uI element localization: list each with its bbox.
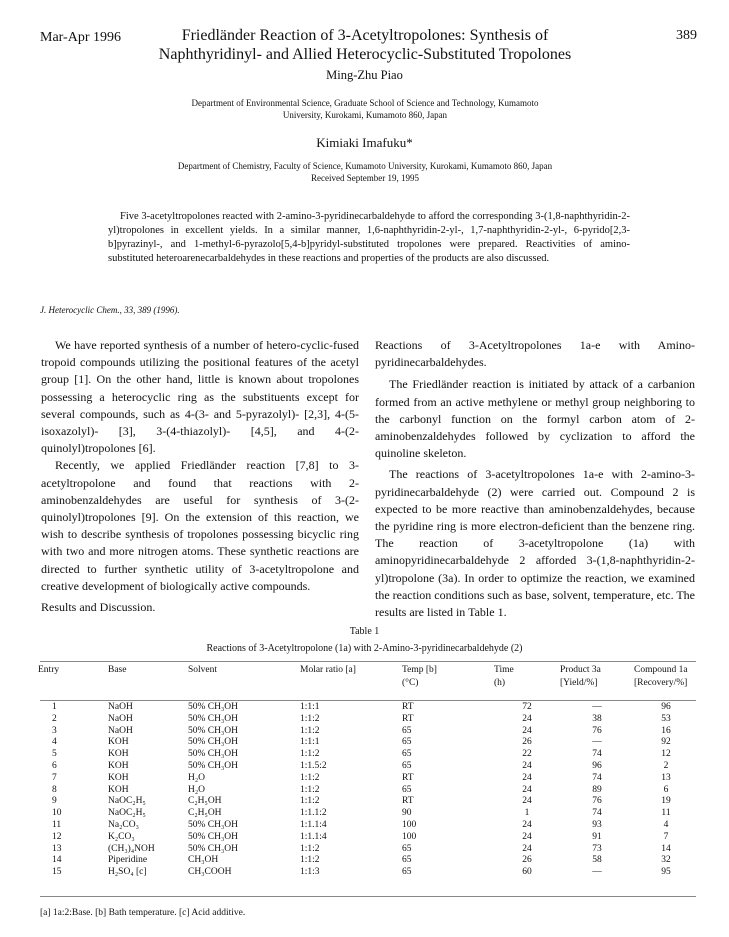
cell-recovery: 7 — [663, 831, 669, 842]
table-row — [38, 844, 698, 856]
table-top-rule — [40, 661, 696, 662]
results-table — [38, 664, 698, 879]
table-row — [38, 855, 698, 867]
cell-yield: 89 — [592, 784, 602, 795]
cell-yield: — — [592, 702, 602, 712]
cell-entry: 6 — [52, 760, 57, 771]
cell-solvent: 50% CH₃OH — [188, 713, 239, 724]
cell-solvent: 50% CH₃OH — [188, 843, 239, 854]
cell-yield: 96 — [592, 760, 602, 771]
cell-temp: 90 — [402, 808, 412, 819]
column-header: Product 3a [Yield/%] — [560, 665, 601, 688]
cell-molar-ratio: 1:1:3 — [300, 867, 320, 878]
cell-temp: 65 — [402, 843, 412, 854]
cell-base: (CH₃)₄NOH — [108, 843, 155, 854]
cell-time: 24 — [522, 772, 532, 783]
cell-entry: 5 — [52, 749, 57, 760]
cell-time: 24 — [522, 725, 532, 736]
cell-yield: 74 — [592, 749, 602, 760]
subsection-heading: Reactions of 3-Acetyltropolones 1a-e with Amino-pyridinecarbaldehydes. — [375, 338, 695, 370]
cell-entry: 3 — [52, 725, 57, 736]
cell-solvent: 50% CH₃OH — [188, 831, 239, 842]
affiliation-1-line-1: Department of Environmental Science, Graduate School of Science and Technology, Kumamoto — [191, 98, 539, 108]
table-label: Table 1 — [349, 626, 380, 637]
cell-time: 24 — [522, 843, 532, 854]
cell-solvent: 50% CH₃OH — [188, 819, 239, 830]
author-1: Ming-Zhu Piao — [326, 68, 403, 82]
cell-recovery: 19 — [661, 796, 671, 807]
cell-temp: RT — [402, 702, 414, 712]
cell-temp: 65 — [402, 855, 412, 866]
cell-entry: 8 — [52, 784, 57, 795]
cell-temp: 65 — [402, 867, 412, 878]
paragraph: Recently, we applied Friedländer reaction [7,8] to 3-acetyltropolone and found that reactions with 2-aminobenzaldehydes are useful for synthesis of 3-(2-quinolyl)tropolones [9]. On the extension of this reaction, we wish to describe synthesis of tropolones possessing bicyclic ring with two and more nitrogen atoms. These synthetic reactions are directed to further synthetic utility of 3-acetyltropolone and creative development of biologically active compounds. — [41, 458, 359, 593]
cell-solvent: 50% CH₃OH — [188, 749, 239, 760]
column-header: Solvent — [188, 665, 218, 675]
cell-molar-ratio: 1:1.1:2 — [300, 808, 327, 819]
cell-entry: 13 — [52, 843, 62, 854]
cell-time: 24 — [522, 760, 532, 771]
table-header-rule — [40, 700, 696, 701]
table-row — [38, 773, 698, 785]
column-header: Base — [108, 665, 127, 675]
cell-base: KOH — [108, 749, 129, 760]
page-number: 389 — [676, 28, 697, 43]
affiliation-2-line: Department of Chemistry, Faculty of Science, Kumamoto University, Kurokami, Kumamoto 860, Japan — [177, 161, 553, 171]
affiliation-1 — [130, 97, 600, 121]
cell-base: K₂CO₃ — [108, 831, 135, 842]
cell-yield: 74 — [592, 772, 602, 783]
received-date: Received September 19, 1995 — [311, 173, 419, 183]
table-row — [38, 820, 698, 832]
section-heading: Results and Discussion. — [41, 600, 156, 615]
cell-molar-ratio: 1:1:2 — [300, 749, 320, 760]
cell-molar-ratio: 1:1:2 — [300, 843, 320, 854]
title-line-2: Naphthyridinyl- and Allied Heterocyclic-Substituted Tropolones — [158, 46, 572, 63]
cell-yield: 73 — [592, 843, 602, 854]
cell-temp: RT — [402, 772, 414, 783]
cell-base: KOH — [108, 737, 129, 748]
table-row — [38, 749, 698, 761]
cell-yield: 74 — [592, 808, 602, 819]
cell-entry: 12 — [52, 831, 62, 842]
cell-time: 22 — [522, 749, 532, 760]
column-header: Time (h) — [494, 665, 514, 688]
affiliation-2 — [110, 160, 620, 184]
table-row — [38, 867, 698, 879]
cell-solvent: 50% CH₃OH — [188, 725, 239, 736]
cell-time: 24 — [522, 819, 532, 830]
cell-base: KOH — [108, 760, 129, 771]
cell-molar-ratio: 1:1:2 — [300, 855, 320, 866]
cell-recovery: 2 — [663, 760, 669, 771]
cell-solvent: CH₃OH — [188, 855, 219, 866]
article-title — [120, 26, 610, 64]
cell-recovery: 53 — [661, 713, 671, 724]
cell-time: 24 — [522, 796, 532, 807]
table-row — [38, 702, 698, 714]
cell-molar-ratio: 1:1:2 — [300, 713, 320, 724]
cell-temp: 65 — [402, 760, 412, 771]
cell-time: 24 — [522, 784, 532, 795]
table-header-row — [38, 664, 698, 702]
table-bottom-rule — [40, 896, 696, 897]
affiliation-1-line-2: University, Kurokami, Kumamoto 860, Japan — [282, 110, 448, 120]
cell-temp: 65 — [402, 725, 412, 736]
cell-yield: 38 — [592, 713, 602, 724]
cell-base: KOH — [108, 784, 129, 795]
cell-molar-ratio: 1:1:1 — [300, 702, 320, 712]
paragraph: The Friedländer reaction is initiated by attack of a carbanion formed from an active methylene or methyl group neighboring to the carbonyl function on the formyl carbon atom of 2-aminobenzaldehydes followed by cyclization to afford the quinoline skeleton. — [375, 377, 695, 461]
cell-recovery: 14 — [661, 843, 671, 854]
cell-temp: 100 — [402, 819, 417, 830]
cell-temp: RT — [402, 796, 414, 807]
cell-molar-ratio: 1:1:2 — [300, 784, 320, 795]
cell-time: 1 — [524, 808, 530, 819]
table-row — [38, 785, 698, 797]
table-footnote: [a] 1a:2:Base. [b] Bath temperature. [c] Acid additive. — [40, 908, 246, 918]
citation: J. Heterocyclic Chem., 33, 389 (1996). — [40, 305, 180, 315]
table-row — [38, 726, 698, 738]
cell-base: NaOH — [108, 725, 133, 736]
table-row — [38, 832, 698, 844]
right-column — [375, 337, 695, 621]
cell-time: 24 — [522, 831, 532, 842]
paragraph: The reactions of 3-acetyltropolones 1a-e with 2-amino-3-pyridinecarbaldehyde (2) were carried out. Compound 2 is expected to be more reactive than aminobenzaldehydes, because the pyridine ring is more electron-deficient than the benzene ring. The reaction of 3-acetyltropolone (1a) with aminopyridinecarbaldehyde 2 afforded 3-(1,8-naphthyridin-2-yl)tropolone (3a). In order to optimize the reaction, we examined the reaction conditions such as base, solvent, temperature, etc. The results are listed in Table 1. — [375, 467, 696, 620]
cell-base: H₂SO₄ [c] — [108, 867, 147, 878]
cell-base: NaOC₂H₅ — [108, 808, 146, 819]
cell-yield: 93 — [592, 819, 602, 830]
table-row — [38, 796, 698, 808]
cell-entry: 11 — [52, 819, 62, 830]
cell-yield: 76 — [592, 796, 602, 807]
cell-entry: 1 — [52, 702, 57, 712]
cell-solvent: 50% CH₃OH — [188, 702, 239, 712]
cell-yield: 91 — [592, 831, 602, 842]
abstract: Five 3-acetyltropolones reacted with 2-amino-3-pyridinecarbaldehyde to afford the corresponding 3-(1,8-naphthyridin-2-yl)tropolones in excellent yields. In a similar manner, 1,6-naphthyridin-2-yl-, 1,7-naphthyridin-2-yl-, 6-pyrido[2,3-b]pyrazinyl-, and 1-methyl-6-pyrazolo[5,4-b]pyridyl-substituted tropolones were prepared. Reactivities of amino-substituted heteroarenecarbaldehydes in these reactions and properties of the products are also discussed. — [108, 211, 630, 264]
cell-recovery: 4 — [663, 819, 669, 830]
table-row — [38, 808, 698, 820]
cell-molar-ratio: 1:1:2 — [300, 772, 320, 783]
cell-temp: 65 — [402, 784, 412, 795]
cell-molar-ratio: 1:1.5:2 — [300, 760, 327, 771]
cell-yield: — — [592, 867, 602, 878]
cell-base: Na₂CO₃ — [108, 819, 139, 830]
left-column — [41, 337, 359, 616]
cell-entry: 14 — [52, 855, 62, 866]
cell-solvent: 50% CH₃OH — [188, 760, 239, 771]
cell-recovery: 32 — [661, 855, 671, 866]
cell-molar-ratio: 1:1.1:4 — [300, 831, 327, 842]
cell-recovery: 12 — [661, 749, 671, 760]
cell-time: 26 — [522, 737, 532, 748]
cell-recovery: 6 — [663, 784, 669, 795]
cell-time: 24 — [522, 713, 532, 724]
cell-recovery: 11 — [661, 808, 671, 819]
cell-solvent: 50% CH₃OH — [188, 737, 239, 748]
cell-temp: 65 — [402, 749, 412, 760]
table-caption: Reactions of 3-Acetyltropolone (1a) with 2-Amino-3-pyridinecarbaldehyde (2) — [206, 643, 523, 654]
column-header: Entry — [38, 665, 60, 675]
cell-base: KOH — [108, 772, 129, 783]
cell-temp: 65 — [402, 737, 412, 748]
cell-molar-ratio: 1:1:2 — [300, 796, 320, 807]
journal-date: Mar-Apr 1996 — [40, 30, 121, 45]
cell-recovery: 96 — [661, 702, 671, 712]
cell-time: 60 — [522, 867, 532, 878]
table-row — [38, 761, 698, 773]
column-header: Molar ratio [a] — [300, 665, 356, 675]
title-line-1: Friedländer Reaction of 3-Acetyltropolones: Synthesis of — [181, 27, 549, 44]
cell-solvent: C₂H₅OH — [188, 808, 222, 819]
column-header: Temp [b] (°C) — [402, 665, 437, 688]
cell-base: NaOC₂H₅ — [108, 796, 146, 807]
cell-entry: 2 — [52, 713, 57, 724]
cell-recovery: 92 — [661, 737, 671, 748]
cell-time: 72 — [522, 702, 532, 712]
cell-solvent: C₂H₅OH — [188, 796, 222, 807]
paragraph: We have reported synthesis of a number of hetero-cyclic-fused tropoid compounds utilizing the positional features of the acetyl group [1]. On the other hand, little is known about tropolones possessing a heterocyclic ring as the substituents except for several compounds, such as 4-(3- and 5-pyrazolyl)- [2,3], 4-(5-isoxazolyl)- [3], 3-(4-thiazolyl)- [4,5], and 4-(2-quinolyl)tropolones [6]. — [41, 338, 359, 456]
cell-yield: 58 — [592, 855, 602, 866]
cell-entry: 4 — [52, 737, 57, 748]
cell-base: NaOH — [108, 702, 133, 712]
cell-base: NaOH — [108, 713, 133, 724]
cell-entry: 15 — [52, 867, 62, 878]
cell-entry: 9 — [52, 796, 57, 807]
cell-yield: 76 — [592, 725, 602, 736]
cell-molar-ratio: 1:1.1:4 — [300, 819, 327, 830]
cell-recovery: 13 — [661, 772, 671, 783]
column-header: Compound 1a [Recovery/%] — [634, 665, 688, 688]
author-2: Kimiaki Imafuku* — [316, 135, 413, 150]
cell-temp: 100 — [402, 831, 417, 842]
cell-entry: 7 — [52, 772, 57, 783]
cell-molar-ratio: 1:1:1 — [300, 737, 320, 748]
cell-solvent: H₂O — [188, 784, 206, 795]
cell-time: 26 — [522, 855, 532, 866]
table-row — [38, 714, 698, 726]
cell-temp: RT — [402, 713, 414, 724]
cell-entry: 10 — [52, 808, 62, 819]
cell-solvent: CH₃COOH — [188, 867, 232, 878]
cell-yield: — — [592, 737, 602, 748]
table-row — [38, 737, 698, 749]
cell-molar-ratio: 1:1:2 — [300, 725, 320, 736]
cell-base: Piperidine — [108, 855, 148, 866]
cell-recovery: 95 — [661, 867, 671, 878]
cell-solvent: H₂O — [188, 772, 206, 783]
cell-recovery: 16 — [661, 725, 671, 736]
